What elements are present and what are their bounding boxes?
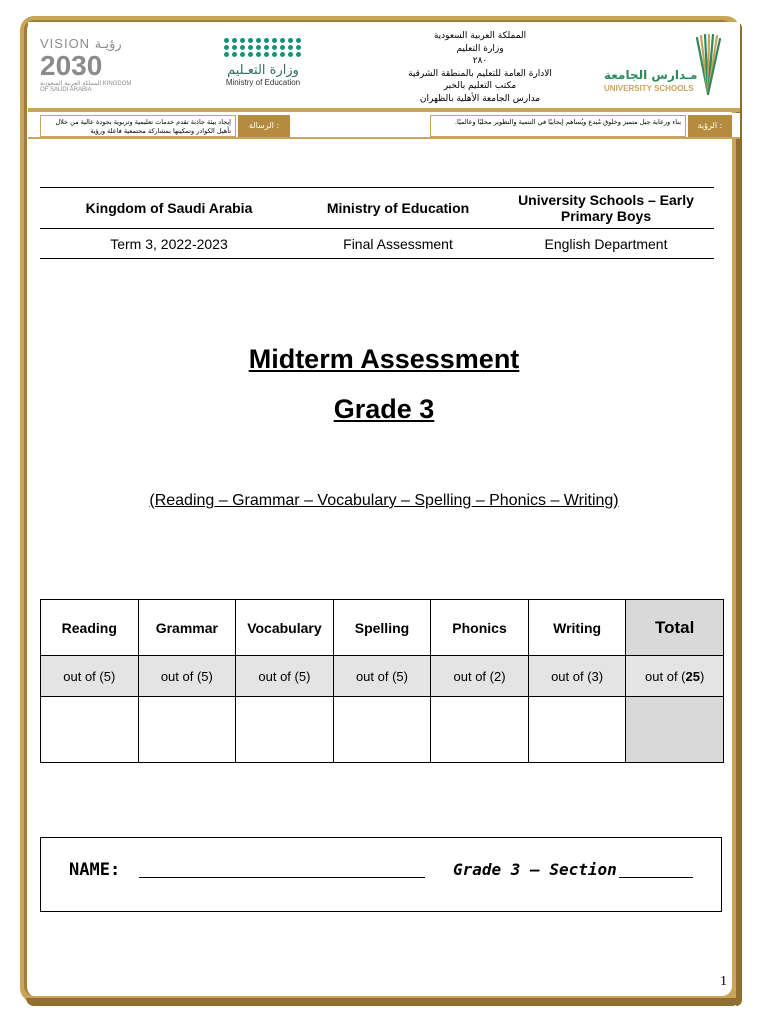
ministry-name-en: Ministry of Education: [225, 78, 301, 87]
table-row: [40, 188, 714, 229]
university-name-en: UNIVERSITY SCHOOLS: [604, 84, 694, 93]
letterhead-line: مكتب التعليم بالخبر: [443, 81, 517, 91]
skills-subtitle: (Reading – Grammar – Vocabulary – Spelling – Phonics – Writing): [149, 492, 619, 509]
info-cell: Term 3, 2022-2023: [40, 229, 298, 259]
school-info-table: [40, 187, 714, 259]
page-number: 1: [720, 974, 727, 989]
total-suffix: ): [699, 668, 705, 684]
info-cell: English Department: [498, 229, 714, 259]
ministry-name-ar: وزارة التعـليم: [227, 63, 299, 78]
score-entry-grammar[interactable]: [138, 697, 236, 763]
fan-logo-icon: [694, 32, 722, 98]
table-row: [41, 697, 724, 763]
score-table: [40, 599, 724, 763]
university-schools-logo: [600, 32, 724, 98]
letterhead-line: المملكة العربية السعودية: [433, 31, 527, 41]
vision-label: VISION رؤيـة: [40, 36, 122, 51]
score-entry-phonics[interactable]: [431, 697, 529, 763]
info-cell: Kingdom of Saudi Arabia: [40, 188, 298, 229]
vision-2030-logo: [40, 36, 140, 96]
score-entry-reading[interactable]: [41, 697, 139, 763]
score-entry-writing[interactable]: [528, 697, 626, 763]
document-title: Midterm Assessment: [248, 344, 520, 374]
page-border-shadow-bottom: [26, 998, 740, 1006]
ministry-logo: [218, 38, 308, 87]
max-score: out of (5): [236, 656, 334, 697]
name-field[interactable]: [139, 877, 425, 878]
table-row: [41, 656, 724, 697]
section-field[interactable]: [619, 877, 693, 878]
score-entry-vocabulary[interactable]: [236, 697, 334, 763]
letterhead-line: وزارة التعليم: [456, 43, 504, 54]
vision-year: 2030: [40, 50, 103, 81]
header-divider: [28, 108, 740, 112]
max-score-total: [626, 656, 724, 697]
score-header-total: Total: [626, 600, 724, 656]
max-score: out of (5): [41, 656, 139, 697]
ministry-dots-icon: [218, 38, 308, 57]
score-header: Spelling: [333, 600, 431, 656]
page-border-shadow-right: [736, 22, 742, 1006]
info-cell: Final Assessment: [298, 229, 498, 259]
school-vision-text: بناء ورعاية جيل متميز وخلوق مُبدع ويُساهم إيجابيًا في التنمية والتطوير محليًا وعالميًا.: [430, 115, 686, 137]
score-header: Vocabulary: [236, 600, 334, 656]
table-row: [40, 229, 714, 259]
max-score: out of (2): [431, 656, 529, 697]
name-label: NAME:: [69, 860, 121, 880]
grade-title: Grade 3: [333, 394, 435, 424]
table-row: [41, 600, 724, 656]
vision-subtitle: المملكة العربية السعودية KINGDOM OF SAUDI ARABIA: [40, 81, 132, 93]
letterhead-line: مدارس الجامعة الأهلية بالظهران: [419, 93, 541, 104]
mission-label: الرسالة :: [238, 115, 290, 137]
max-score: out of (5): [138, 656, 236, 697]
grade-section-label: Grade 3 – Section: [453, 860, 617, 879]
score-header: Grammar: [138, 600, 236, 656]
student-info-box: [40, 837, 722, 912]
letterhead-center-text: [380, 30, 580, 105]
university-name-ar: مـدارس الجامعة: [604, 68, 698, 82]
info-cell: Ministry of Education: [298, 188, 498, 229]
total-value: 25: [685, 668, 700, 684]
school-vision-label: الرؤية :: [688, 115, 732, 137]
mission-text: إيجاد بيئة جاذبة تقدم خدمات تعليمية وتربوية بجودة عالية من خلال تأهيل الكوادر وتمكينها بمشاركة مجتمعية فاعلة ورؤية: [40, 115, 236, 137]
max-score: out of (3): [528, 656, 626, 697]
score-header: Phonics: [431, 600, 529, 656]
letterhead-line: الادارة العامة للتعليم بالمنطقة الشرقية: [408, 68, 552, 79]
score-entry-total[interactable]: [626, 697, 724, 763]
score-header: Writing: [528, 600, 626, 656]
score-header: Reading: [41, 600, 139, 656]
total-prefix: out of (: [645, 668, 686, 684]
score-entry-spelling[interactable]: [333, 697, 431, 763]
info-cell: University Schools – Early Primary Boys: [498, 188, 714, 229]
max-score: out of (5): [333, 656, 431, 697]
letterhead-line: ٢٨٠: [472, 56, 488, 66]
